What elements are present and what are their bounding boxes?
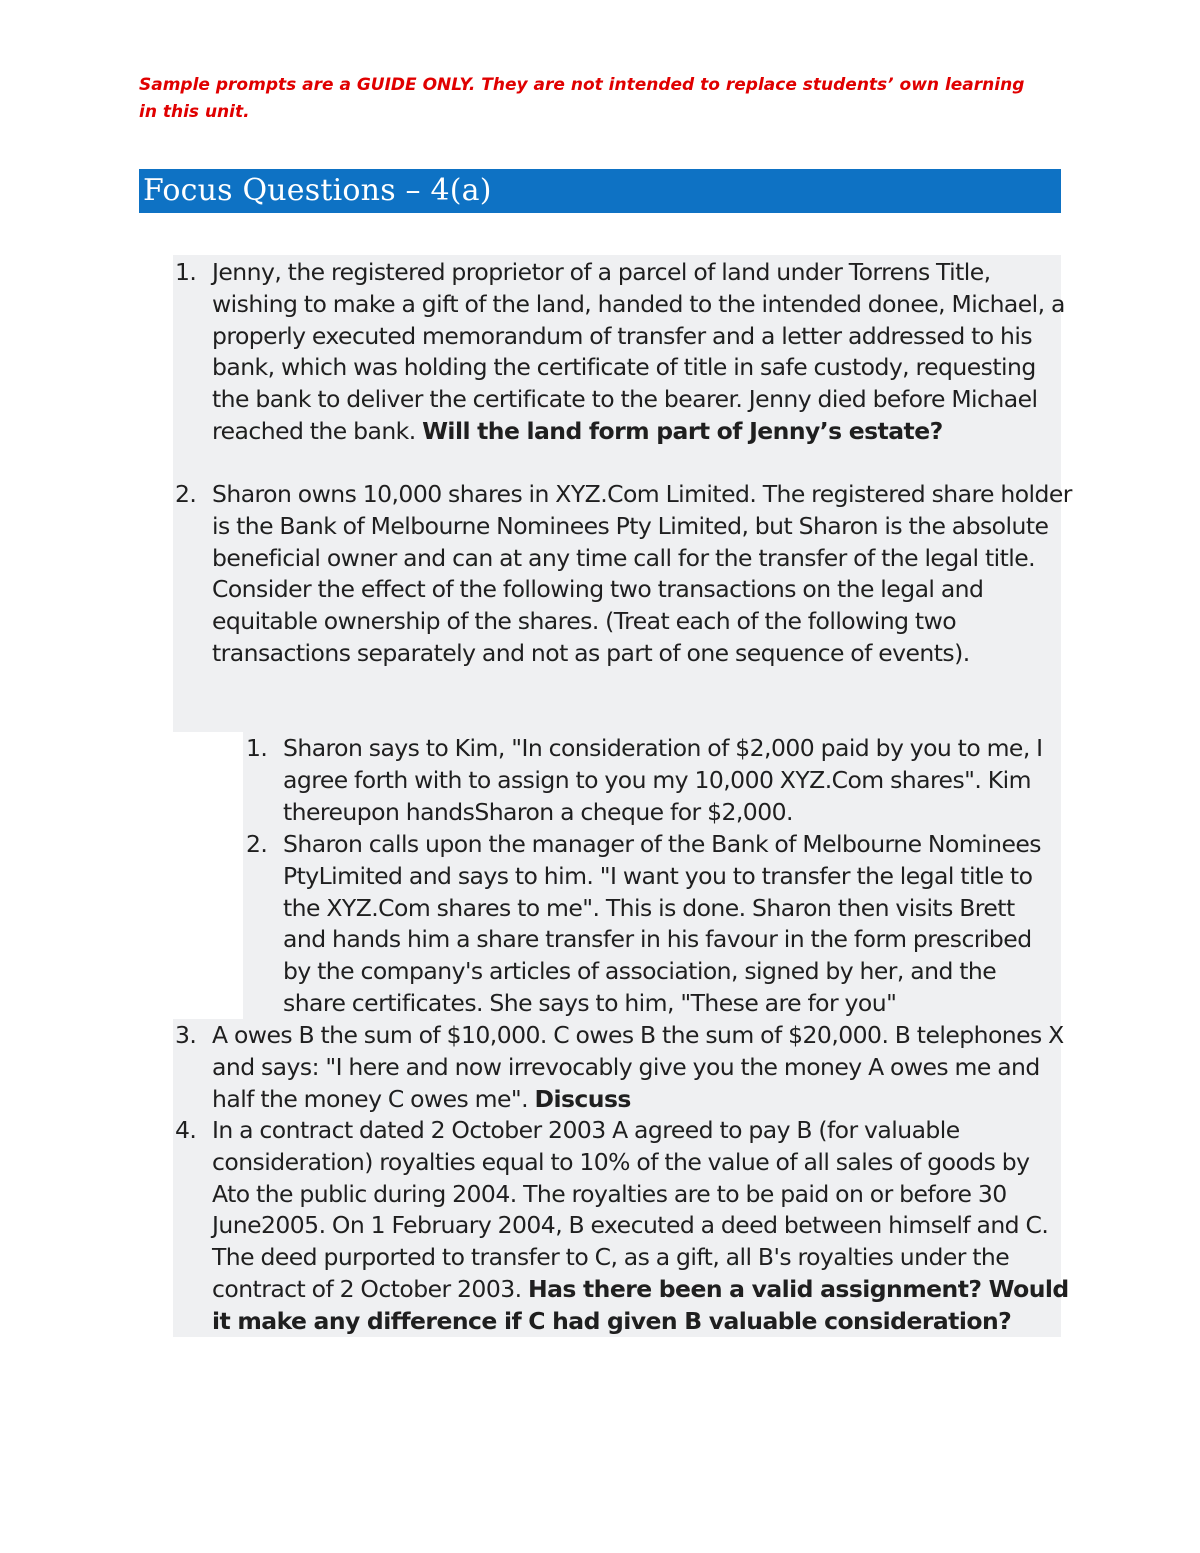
- sub-question-2-2: [246, 829, 1063, 1020]
- question-number: 3.: [175, 1021, 197, 1049]
- question-3: [175, 1020, 1072, 1115]
- question-number: 4.: [175, 1116, 197, 1144]
- question-emphasis: Discuss: [534, 1084, 631, 1113]
- question-text: Sharon owns 10,000 shares in XYZ.Com Limited. The registered share holder is the Bank of Melbourne Nominees Pty Limited, but Sharon is the absolute beneficial owner and can at any time call for the transfer of the legal title. Consider the effect of the following two transactions on the legal and equitable ownership of the shares. (Treat each of the following two transactions separately and not as part of one sequence of events).: [212, 480, 1072, 667]
- section-heading-bar: [139, 169, 1061, 213]
- disclaimer-note: Sample prompts are a GUIDE ONLY. They are not intended to replace students’ own learning in this unit.: [139, 75, 1025, 122]
- question-2: [175, 479, 1072, 670]
- question-4: [175, 1115, 1072, 1338]
- question-text: In a contract dated 2 October 2003 A agreed to pay B (for valuable consideration) royalties equal to 10% of the value of all sales of goods by Ato the public during 2004. The royalties are to be paid on or before 30 June2005. On 1 February 2004, B executed a deed between himself and C. The deed purported to transfer to C, as a gift, all B's royalties under the contract of 2 October 2003. Has there been a valid assignment? Would it make any difference if C had given B valuable consideration?: [212, 1116, 1069, 1335]
- question-1: [175, 257, 1072, 448]
- question-number: 2.: [175, 480, 197, 508]
- question-text: A owes B the sum of $10,000. C owes B the sum of $20,000. B telephones X and says: "I here and now irrevocably give you the money A owes me and half the money C owes me". Discuss: [212, 1021, 1064, 1113]
- question-number: 1.: [175, 258, 197, 286]
- section-heading: Focus Questions – 4(a): [143, 173, 492, 208]
- question-emphasis: Has there been a valid assignment? Would it make any difference if C had given B valuable consideration?: [212, 1274, 1069, 1335]
- question-emphasis: Will the land form part of Jenny’s estate?: [422, 416, 943, 445]
- sub-question-text: Sharon says to Kim, "In consideration of $2,000 paid by you to me, I agree forth with to assign to you my 10,000 XYZ.Com shares". Kim thereupon handsSharon a cheque for $2,000.: [283, 734, 1043, 826]
- sub-question-number: 1.: [246, 734, 268, 762]
- sub-question-number: 2.: [246, 830, 268, 858]
- question-text: Jenny, the registered proprietor of a parcel of land under Torrens Title, wishing to make a gift of the land, handed to the intended donee, Michael, a properly executed memorandum of transfer and a letter addressed to his bank, which was holding the certificate of title in safe custody, requesting the bank to deliver the certificate to the bearer. Jenny died before Michael reached the bank. Will the land form part of Jenny’s estate?: [212, 258, 1065, 445]
- sub-question-2-1: [246, 733, 1063, 828]
- sub-question-text: Sharon calls upon the manager of the Bank of Melbourne Nominees PtyLimited and says to him. "I want you to transfer the legal title to the XYZ.Com shares to me". This is done. Sharon then visits Brett and hands him a share transfer in his favour in the form prescribed by the company's articles of association, signed by her, and the share certificates. She says to him, "These are for you": [283, 830, 1041, 1017]
